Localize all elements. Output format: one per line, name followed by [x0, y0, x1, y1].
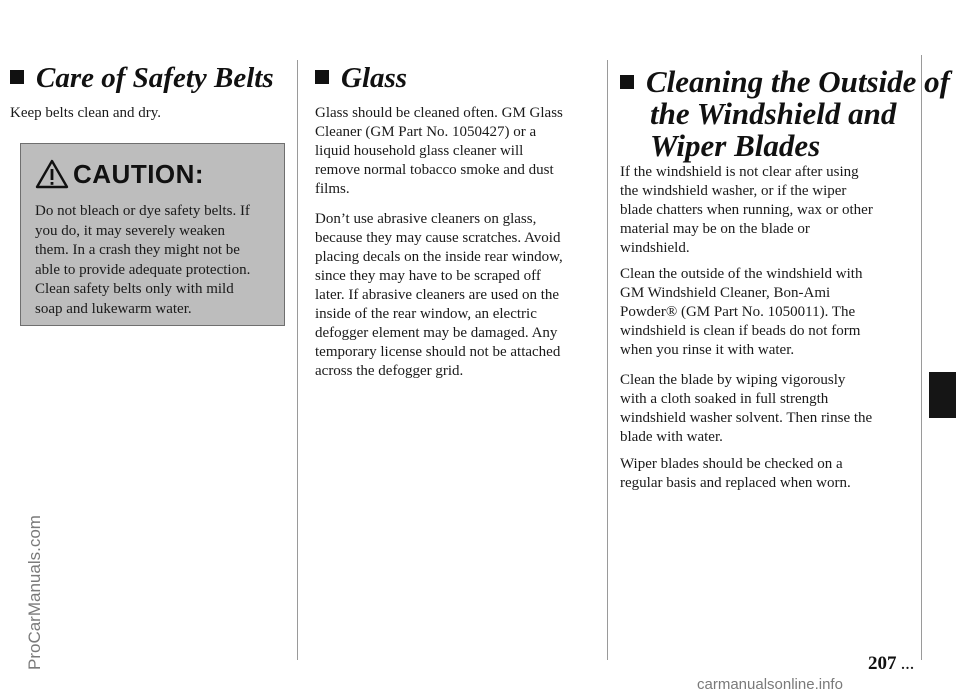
section-tab: [929, 372, 956, 418]
column-divider: [607, 60, 608, 660]
square-bullet-icon: [620, 75, 634, 89]
caution-header: [35, 158, 276, 190]
caution-title: CAUTION:: [73, 158, 205, 189]
square-bullet-icon: [10, 70, 24, 84]
section-title: Cleaning the Outside of the Windshield and Wiper Blades: [620, 66, 950, 162]
watermark-bottom: carmanualsonline.info: [697, 676, 843, 693]
section-title: Glass: [315, 62, 407, 94]
paragraph: If the windshield is not clear after using the windshield washer, or if the wiper blade chatters when running, wax or other material may be on the blade or windshield.: [620, 164, 873, 256]
page-number: 207 ...: [868, 653, 915, 674]
square-bullet-icon: [315, 70, 329, 84]
paragraph: Clean the outside of the windshield with GM Windshield Cleaner, Bon-Ami Powder® (GM Part No. 1050011). The windshield is clean if beads do not form when you rinse it with water.: [620, 266, 863, 358]
paragraph: Glass should be cleaned often. GM Glass Cleaner (GM Part No. 1050427) or a liquid household glass cleaner will remove normal tobacco smoke and dust films.: [315, 105, 563, 197]
column-divider: [297, 60, 298, 660]
body-text: Keep belts clean and dry.: [10, 105, 162, 121]
paragraph: [10, 104, 161, 123]
continue-arrow-icon: ...: [901, 658, 915, 673]
paragraph: Don’t use abrasive cleaners on glass, because they may cause scratches. Avoid placing decals on the inside rear window, since they may have to be scraped off later. If abrasive cleaners are used on the inside of the rear window, an electric defogger element may be damaged. Any temporary license should not be attached across the defogger grid.: [315, 211, 563, 379]
watermark-left: ProCarManuals.com: [25, 515, 44, 670]
warning-triangle-icon: [35, 158, 69, 190]
caution-text: Do not bleach or dye safety belts. If you do, it may severely weaken them. In a crash they might not be able to provide adequate protection. Clean safety belts only with mild soap and lukewarm water.: [35, 203, 251, 317]
paragraph: Clean the blade by wiping vigorously with a cloth soaked in full strength windshield washer solvent. Then rinse the blade with water.: [620, 372, 873, 445]
caution-box: [20, 143, 285, 326]
paragraph: Wiper blades should be checked on a regular basis and replaced when worn.: [620, 456, 851, 491]
section-title: Care of Safety Belts: [10, 62, 274, 94]
